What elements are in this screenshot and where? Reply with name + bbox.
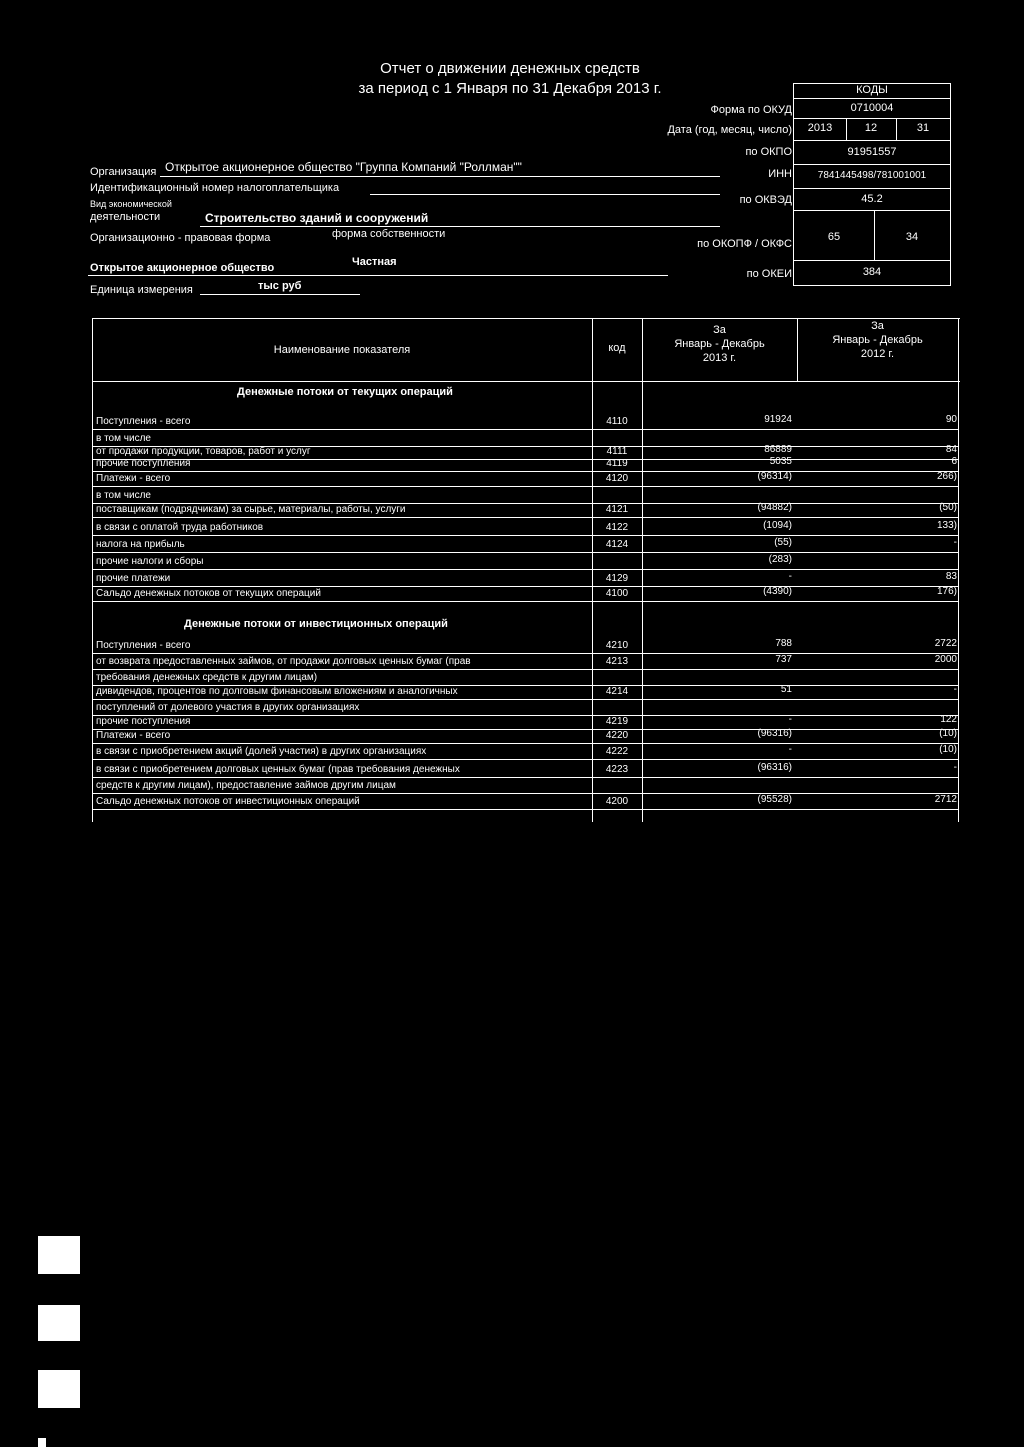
col-code-header: код [608,342,626,354]
legal-form-label: Организационно - правовая форма [90,232,271,244]
row-code: 4120 [605,473,629,484]
row-name: прочие платежи [96,573,171,584]
row-divider [92,517,958,518]
table-row [92,471,960,488]
row-code: 4222 [605,746,629,757]
date-day: 31 [916,122,930,134]
okud-value: 0710004 [794,98,950,118]
row-value-2012: 2000 [934,654,957,665]
row-name: в связи с приобретением акций (долей участия) в других организациях [96,746,427,757]
row-divider [92,601,958,602]
row-value-2012: 122 [940,714,957,725]
table-row [92,778,960,795]
row-code: 4122 [605,522,629,533]
row-value-2012: 84 [945,444,957,455]
unit-label: Единица измерения [90,284,193,296]
row-value-2013: - [788,571,792,582]
row-value-2012: 6 [951,456,957,467]
row-code: 4111 [606,446,628,457]
row-code: 4110 [606,416,628,427]
okpo-value: 91951557 [794,140,950,164]
row-code: 4119 [606,458,628,469]
row-divider [92,809,958,810]
ownership-value: Частная [352,256,397,268]
unit-value: тыс руб [258,280,302,292]
row-name: поступлений от долевого участия в других организациях [96,702,360,713]
row-value-2013: (94882) [757,502,792,513]
row-name: Сальдо денежных потоков от текущих операций [96,588,321,599]
row-value-2013: 5035 [769,456,792,467]
table-row [92,638,960,655]
row-code: 4214 [605,686,629,697]
row-code: 4210 [605,640,629,651]
table-row [92,554,960,571]
row-value-2012: 2712 [934,794,957,805]
row-value-2013: 51 [780,684,792,695]
scan-mark-3 [38,1370,80,1408]
date-month: 12 [864,122,878,134]
activity-label-2: деятельности [90,211,161,223]
table-row [92,537,960,554]
row-value-2013: 737 [775,654,792,665]
report-title-line1: Отчет о движении денежных средств [380,60,640,77]
row-code: 4129 [605,573,629,584]
row-value-2013: - [788,714,792,725]
table-row [92,414,960,431]
row-code: 4200 [605,796,629,807]
row-value-2013: 86889 [764,444,792,455]
row-name: в том числе [96,490,151,501]
okpo-label: по ОКПО [745,146,792,158]
okopf-value: 65 [827,231,841,243]
row-value-2013: 91924 [764,414,792,425]
okved-label: по ОКВЭД [739,194,792,206]
activity-label-1: Вид экономической [90,199,172,209]
row-code: 4223 [605,764,629,775]
row-value-2012: 176) [936,586,957,597]
scan-mark-4 [38,1438,46,1447]
inn-desc-label: Идентификационный номер налогоплательщика [90,182,340,194]
row-value-2012: 83 [945,571,957,582]
okfs-value: 34 [905,231,919,243]
okud-label: Форма по ОКУД [710,104,792,116]
row-value-2012: (50) [939,502,957,513]
okei-value: 384 [794,260,950,285]
table-row [92,502,960,519]
col-name-header: Наименование показателя [273,344,411,356]
row-code: 4220 [605,730,629,741]
report-title-line2: за период с 1 Января по 31 Декабря 2013 г. [358,80,662,97]
table-row [92,794,960,811]
row-divider [92,486,958,487]
row-value-2012: 133) [936,520,957,531]
org-name: Открытое акционерное общество "Группа Компаний "Роллман"" [165,160,522,174]
row-name: в том числе [96,433,151,444]
table-row [92,728,960,745]
row-name: Платежи - всего [96,473,171,484]
row-name: дивидендов, процентов по долговым финансовым вложениям и аналогичных [96,686,458,697]
row-name: Поступления - всего [96,416,191,427]
row-name: средств к другим лицам), предоставление займов другим лицам [96,780,396,791]
table-row [92,654,960,671]
row-name: требования денежных средств к другим лицам) [96,672,318,683]
scan-mark-1 [38,1236,80,1274]
ownership-label: форма собственности [332,228,446,240]
row-value-2012: - [953,684,957,695]
table-row [92,586,960,603]
row-code: 4219 [605,716,629,727]
row-code: 4213 [605,656,629,667]
row-value-2012: 90 [945,414,957,425]
row-name: прочие поступления [96,458,191,469]
row-value-2013: - [788,744,792,755]
row-value-2012: (10) [939,728,957,739]
section-investing: Денежные потоки от инвестиционных операций [184,618,448,630]
row-name: Платежи - всего [96,730,171,741]
col-2012-line1: За [871,320,884,332]
col-2013-line2: Январь - Декабрь [674,338,765,350]
okved-value: 45.2 [794,188,950,210]
scan-mark-2 [38,1305,80,1341]
col-2013-line1: За [713,324,726,336]
row-divider [92,552,958,553]
date-label: Дата (год, месяц, число) [667,124,792,136]
row-name: поставщикам (подрядчикам) за сырье, материалы, работы, услуги [96,504,406,515]
okopf-row [794,210,950,260]
table-row [92,684,960,701]
col-2012-line3: 2012 г. [860,348,895,360]
okopf-label: по ОКОПФ / ОКФС [697,238,792,250]
row-value-2013: (55) [774,537,792,548]
row-code: 4121 [605,504,629,515]
row-code: 4124 [605,539,629,550]
table-row [92,520,960,537]
row-divider [92,535,958,536]
okei-label: по ОКЕИ [746,268,792,280]
row-value-2013: (96316) [757,762,792,773]
row-name: прочие поступления [96,716,191,727]
row-value-2012: - [953,537,957,548]
row-code: 4100 [605,588,629,599]
row-name: от продажи продукции, товаров, работ и услуг [96,446,311,457]
inn-value: 7841445498/781001001 [794,164,950,188]
row-name: Сальдо денежных потоков от инвестиционных операций [96,796,360,807]
row-value-2013: (283) [768,554,792,565]
row-divider [92,759,958,760]
codes-header: КОДЫ [856,84,888,96]
row-value-2012: - [953,762,957,773]
legal-form-value: Открытое акционерное общество [90,262,275,274]
row-value-2013: (4390) [763,586,792,597]
row-value-2012: (10) [939,744,957,755]
row-name: от возврата предоставленных займов, от продажи долговых ценных бумаг (прав [96,656,471,667]
row-name: налога на прибыль [96,539,185,550]
row-name: в связи с приобретением долговых ценных бумаг (прав требования денежных [96,764,460,775]
row-value-2013: (96314) [757,471,792,482]
row-value-2013: (95528) [757,794,792,805]
table-row [92,744,960,761]
codes-box [793,83,951,286]
row-name: Поступления - всего [96,640,191,651]
org-label: Организация [90,166,157,178]
inn-label: ИНН [768,168,792,180]
row-value-2013: (1094) [763,520,792,531]
row-value-2012: 2722 [934,638,957,649]
row-value-2012: 266) [936,471,957,482]
date-year: 2013 [807,122,833,134]
date-row [794,118,950,140]
table-row [92,762,960,779]
col-2012-line2: Январь - Декабрь [832,334,923,346]
activity-value: Строительство зданий и сооружений [205,211,429,225]
row-value-2013: 788 [775,638,792,649]
row-divider [92,429,958,430]
row-value-2013: (96316) [757,728,792,739]
row-name: прочие налоги и сборы [96,556,204,567]
section-operating: Денежные потоки от текущих операций [237,386,453,398]
col-2013-line3: 2013 г. [702,352,737,364]
row-name: в связи с оплатой труда работников [96,522,264,533]
row-divider [92,569,958,570]
